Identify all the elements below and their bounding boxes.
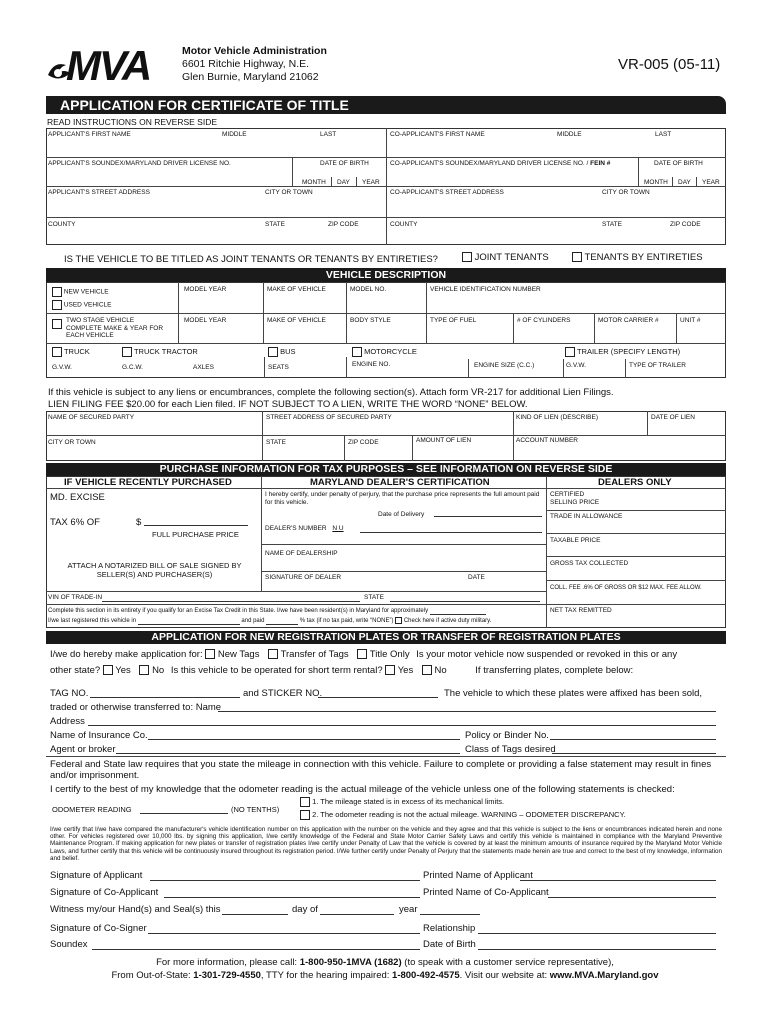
tax-label: TAX 6% OF [50, 517, 100, 528]
motor-carrier-label: MOTOR CARRIER # [598, 317, 659, 324]
co-applicant-street-label: CO-APPLICANT'S STREET ADDRESS [390, 189, 504, 196]
dealer-certify-text: I hereby certify, under penalty of perjury, that the purchase price represents the full amount paid for this vehicle. [265, 491, 540, 506]
applicant-middle-label: MIDDLE [222, 131, 247, 138]
new-vehicle-label: NEW VEHICLE [63, 288, 109, 296]
footer-text-1: For more information, please call: [156, 957, 300, 968]
vin-trade-in-field[interactable] [102, 594, 360, 602]
trailer-option[interactable] [565, 347, 680, 357]
mileage-certify-text: I certify to the best of my knowledge that the odometer reading is the actual mileage of the vehicle unless one of the following statements is checked: [50, 784, 675, 795]
if-transfer-label: If transferring plates, complete below: [475, 665, 634, 676]
applicant-year-label: YEAR [362, 179, 380, 186]
purchase-info-title: PURCHASE INFORMATION FOR TAX PURPOSES – SEE INFORMATION ON REVERSE SIDE [159, 463, 613, 475]
transfer-tags-checkbox[interactable] [268, 649, 278, 659]
registration-line1 [50, 649, 677, 660]
rental-yes-label: Yes [397, 665, 414, 676]
body-style-label: BODY STYLE [350, 317, 391, 324]
applicant-street-field[interactable] [47, 197, 385, 216]
tag-no-field[interactable] [90, 688, 240, 698]
purchase-price-field[interactable] [144, 516, 248, 526]
class-tags-field[interactable] [552, 744, 716, 754]
truck-checkbox[interactable] [52, 347, 62, 357]
motorcycle-label: MOTORCYCLE [364, 347, 417, 356]
agent-field[interactable] [116, 744, 460, 754]
two-stage-label: TWO STAGE VEHICLE COMPLETE MAKE & YEAR FOR EACH VEHICLE [66, 317, 164, 339]
applicant-signature-label: Signature of Applicant [50, 870, 143, 881]
used-vehicle-checkbox[interactable] [52, 300, 62, 310]
transfer-tags-label: Transfer of Tags [280, 649, 349, 660]
co-applicant-county-field[interactable] [388, 229, 724, 244]
dealer-certification-header: MARYLAND DEALER'S CERTIFICATION [310, 477, 490, 488]
co-applicant-street-field[interactable] [388, 197, 724, 216]
class-tags-label: Class of Tags desired [465, 744, 556, 755]
co-applicant-soundex-field[interactable] [388, 168, 636, 185]
motorcycle-checkbox[interactable] [352, 347, 362, 357]
trade-in-state-label: STATE [364, 594, 384, 601]
joint-tenants-option[interactable] [462, 252, 549, 263]
day-of-label: day of [292, 904, 318, 915]
applicant-first-name-label: APPLICANT'S FIRST NAME [48, 131, 131, 138]
tenancy-question: IS THE VEHICLE TO BE TITLED AS JOINT TENANTS OR TENANTS BY ENTIRETIES? [64, 254, 438, 265]
cylinders-label: # OF CYLINDERS [517, 317, 571, 324]
title-bar [46, 96, 726, 114]
taxable-price-label: TAXABLE PRICE [550, 537, 601, 544]
engine-no-label: ENGINE NO. [352, 361, 391, 368]
truck-tractor-option[interactable] [122, 347, 198, 357]
applicant-street-label: APPLICANT'S STREET ADDRESS [48, 189, 150, 196]
dealer-date-label: DATE [468, 574, 485, 581]
mileage-excess-checkbox[interactable] [300, 797, 310, 807]
trade-allowance-label: TRADE IN ALLOWANCE [550, 513, 623, 520]
vehicle-description-title: VEHICLE DESCRIPTION [325, 269, 447, 281]
lien-account-label: ACCOUNT NUMBER [516, 437, 578, 444]
mileage-option-1[interactable] [300, 797, 504, 807]
excise-credit-text2: I/we last registered this vehicle in [48, 618, 137, 625]
seats-label: SEATS [268, 364, 289, 371]
applicant-day-label: DAY [337, 179, 350, 186]
co-soundex-text: CO-APPLICANT'S SOUNDEX/MARYLAND DRIVER LICENSE NO. / [390, 160, 589, 167]
bus-checkbox[interactable] [268, 347, 278, 357]
instructions-note: READ INSTRUCTIONS ON REVERSE SIDE [47, 117, 218, 127]
truck-option[interactable] [52, 347, 90, 357]
co-applicant-printed-field[interactable] [548, 888, 716, 898]
vehicle-description-bar [46, 268, 726, 282]
lien-instructions-1: If this vehicle is subject to any liens or encumbrances, complete the following section(s). Attach form VR-217 for additional Lien Filings. [48, 387, 614, 398]
model-year-2-label: MODEL YEAR [184, 317, 227, 324]
sticker-label: and STICKER NO. [243, 688, 323, 699]
lien-zip-label: ZIP CODE [348, 439, 379, 446]
used-vehicle-option[interactable] [52, 300, 112, 310]
form-number: VR-005 (05-11) [618, 56, 721, 73]
active-duty-label: Check here if active duty military. [403, 618, 492, 625]
secured-party-address-label: STREET ADDRESS OF SECURED PARTY [266, 414, 392, 421]
tenants-entireties-checkbox[interactable] [572, 252, 582, 262]
co-applicant-state-label: STATE [602, 221, 622, 228]
model-no-label: MODEL NO. [350, 286, 387, 293]
model-year-label: MODEL YEAR [184, 286, 227, 293]
policy-label: Policy or Binder No. [465, 730, 549, 741]
md-excise-label: MD. EXCISE [50, 492, 105, 503]
excise-credit-text4: % tax (if no tax paid, write “NONE”) [299, 618, 394, 625]
suspended-no-label: No [152, 665, 165, 676]
rental-no-label: No [434, 665, 447, 676]
gvw-label: G.V.W. [52, 364, 72, 371]
footer-line2 [0, 970, 770, 981]
no-tenths-label: (NO TENTHS) [231, 805, 280, 814]
new-vehicle-checkbox[interactable] [52, 287, 62, 297]
certified-price-label: CERTIFIED SELLING PRICE [550, 491, 600, 506]
dealers-only-header: DEALERS ONLY [598, 477, 672, 488]
date-of-birth-label: Date of Birth [423, 939, 476, 950]
motorcycle-option[interactable] [352, 347, 417, 357]
witness-label: Witness my/our Hand(s) and Seal(s) this [50, 904, 221, 915]
mva-logo [44, 42, 176, 89]
co-applicant-month-label: MONTH [644, 179, 668, 186]
insurance-label: Name of Insurance Co. [50, 730, 148, 741]
last-registered-state-field[interactable] [138, 618, 240, 625]
coll-fee-label: COLL. FEE .6% OF GROSS OR $12 MAX. FEE ALLOW. [550, 585, 702, 591]
apply-label: I/we do hereby make application for: [50, 649, 203, 660]
co-applicant-soundex-label [390, 160, 610, 168]
registration-line2 [50, 665, 633, 676]
fein-label: FEIN # [590, 160, 611, 167]
applicant-dob-field[interactable] [294, 168, 384, 177]
policy-field[interactable] [550, 730, 716, 740]
witness-month-field[interactable] [320, 905, 394, 915]
tty-phone[interactable]: 1-800-492-4575 [392, 970, 460, 981]
co-applicant-middle-label: MIDDLE [557, 131, 582, 138]
title-only-label: Title Only [369, 649, 410, 660]
tenants-entireties-option[interactable] [572, 252, 703, 263]
unit-label: UNIT # [680, 317, 701, 324]
other-state-label: other state? [50, 665, 101, 676]
applicant-dob-label: DATE OF BIRTH [320, 160, 369, 167]
applicant-soundex-field[interactable] [47, 168, 291, 185]
agency-address-1: 6601 Ritchie Highway, N.E. [182, 58, 310, 70]
trailer-type-label: TYPE OF TRAILER [629, 362, 686, 369]
attach-bill-note: ATTACH A NOTARIZED BILL OF SALE SIGNED BY SELLER(S) AND PURCHASER(S) [67, 561, 242, 579]
make-2-label: MAKE OF VEHICLE [267, 317, 326, 324]
active-duty-checkbox[interactable] [395, 617, 402, 624]
registration-title: APPLICATION FOR NEW REGISTRATION PLATES OR TRANSFER OF REGISTRATION PLATES [151, 631, 621, 643]
co-applicant-day-label: DAY [678, 179, 691, 186]
axles-label: AXLES [193, 364, 214, 371]
lien-amount-label: AMOUNT OF LIEN [416, 437, 472, 444]
lien-state-label: STATE [266, 439, 286, 446]
transferee-address-field[interactable] [88, 716, 716, 726]
lien-instructions-2: LIEN FILING FEE $20.00 for each Lien filed. IF NOT SUBJECT TO A LIEN, WRITE THE WORD “NONE” BELOW. [48, 399, 528, 410]
applicant-signature-field[interactable] [150, 871, 420, 881]
year-label: year [399, 904, 418, 915]
insurance-field[interactable] [148, 730, 460, 740]
applicant-zip-label: ZIP CODE [328, 221, 359, 228]
sticker-no-field[interactable] [318, 688, 438, 698]
vin-label: VEHICLE IDENTIFICATION NUMBER [430, 286, 541, 293]
dealer-number-text: DEALER'S NUMBER [265, 525, 327, 532]
footer-text-3: From Out-of-State: [111, 970, 194, 981]
applicant-last-label: LAST [320, 131, 337, 138]
dealer-number-field[interactable] [360, 526, 542, 533]
tax-paid-field[interactable] [266, 618, 298, 625]
two-stage-checkbox[interactable] [52, 319, 62, 329]
certification-fine-print: I/we certify that I/we have compared the manufacturer's vehicle identification number on this application with the number on the vehicle and they agree and that this vehicle is subject to the liens or encumbrances indicated herein and none other. For vehicles registered over 10,000 lbs. by signing this application, I/we certify knowledge of the Federal and State Motor Carrier Safety Laws and certify this vehicle is maintained in compliance with the Maryland Preventive Maintenance Program. If making application for new plates or transfer of registration plates I/we certify under Penalty of Law that the vehicle is covered by at least the minimum amounts of insurance required by the Maryland Motor Vehicle Laws, and further certify that this vehicle will be continuously insured throughout its registration period. I/We further certify under Penalty of Perjury that the statements made herein are true and correct to the best of my knowledge, information and belief. [50, 826, 722, 862]
truck-tractor-checkbox[interactable] [122, 347, 132, 357]
date-of-birth-field[interactable] [478, 940, 716, 950]
footer-text-5: . Visit our website at: [459, 970, 550, 981]
customer-service-phone[interactable]: 1-800-950-1MVA (1682) [299, 957, 402, 968]
co-applicant-city-label: CITY OR TOWN [602, 189, 650, 196]
footer-text-4: , TTY for the hearing impaired: [260, 970, 393, 981]
gross-tax-label: GROSS TAX COLLECTED [550, 560, 629, 567]
lien-kind-label: KIND OF LIEN (DESCRIBE) [516, 414, 598, 421]
witness-year-field[interactable] [420, 905, 480, 915]
residency-years-field[interactable] [430, 608, 486, 615]
tenants-entireties-label: TENANTS BY ENTIRETIES [584, 252, 703, 263]
truck-tractor-label: TRUCK TRACTOR [133, 347, 198, 356]
co-applicant-first-name-label: CO-APPLICANT'S FIRST NAME [390, 131, 485, 138]
bus-option[interactable] [268, 347, 296, 357]
affixed-label: The vehicle to which these plates were affixed has been sold, [444, 688, 703, 699]
applicant-name-field[interactable] [47, 139, 385, 156]
trailer-label: TRAILER (SPECIFY LENGTH) [576, 347, 681, 356]
co-applicant-year-label: YEAR [702, 179, 720, 186]
used-vehicle-label: USED VEHICLE [63, 301, 112, 309]
applicant-printed-field[interactable] [520, 871, 716, 881]
rental-yes-checkbox[interactable] [385, 665, 395, 675]
logo-text: MVA [66, 42, 151, 89]
footer-text-2: (to speak with a customer service representative), [401, 957, 614, 968]
applicant-county-field[interactable] [47, 229, 385, 244]
co-applicant-signature-label: Signature of Co-Applicant [50, 887, 159, 898]
website-link[interactable]: www.MVA.Maryland.gov [549, 970, 659, 981]
relationship-field[interactable] [478, 924, 716, 934]
dollar-sign: $ [136, 517, 142, 528]
co-applicant-printed-label: Printed Name of Co-Applicant [423, 887, 549, 898]
dealership-name-label: NAME OF DEALERSHIP [265, 550, 338, 557]
out-of-state-phone[interactable]: 1-301-729-4550 [193, 970, 261, 981]
mileage-option-2[interactable] [300, 810, 626, 820]
co-applicant-dob-label: DATE OF BIRTH [654, 160, 703, 167]
mileage-not-actual-label: 2. The odometer reading is not the actual mileage. WARNING – ODOMETER DISCREPANCY. [312, 810, 626, 819]
suspended-question: Is your motor vehicle now suspended or revoked in this or any [416, 649, 678, 660]
agency-name: Motor Vehicle Administration [182, 45, 327, 57]
dealer-nu-text: N U [332, 525, 344, 532]
co-applicant-last-label: LAST [655, 131, 672, 138]
delivery-date-field[interactable] [434, 509, 542, 517]
transferee-name-field[interactable] [218, 702, 716, 712]
co-applicant-county-label: COUNTY [390, 221, 418, 228]
lien-city-label: CITY OR TOWN [48, 439, 96, 446]
co-applicant-signature-field[interactable] [164, 888, 420, 898]
secured-party-label: NAME OF SECURED PARTY [48, 414, 135, 421]
excise-credit-line2 [48, 617, 491, 625]
gcw-label: G.C.W. [122, 364, 143, 371]
traded-label: traded or otherwise transferred to: Name [50, 702, 222, 713]
relationship-label: Relationship [423, 923, 476, 934]
rental-no-checkbox[interactable] [422, 665, 432, 675]
bus-label: BUS [280, 347, 296, 356]
dealer-signature-label: SIGNATURE OF DEALER [265, 574, 342, 581]
new-tags-label: New Tags [217, 649, 260, 660]
trailer-checkbox[interactable] [565, 347, 575, 357]
truck-label: TRUCK [63, 347, 90, 356]
address-label: Address [50, 716, 85, 727]
applicant-printed-label: Printed Name of Applicant [423, 870, 533, 881]
form-title: APPLICATION FOR CERTIFICATE OF TITLE [60, 97, 349, 113]
applicant-month-label: MONTH [302, 179, 326, 186]
fuel-label: TYPE OF FUEL [430, 317, 477, 324]
full-price-label: FULL PURCHASE PRICE [152, 530, 239, 539]
agent-label: Agent or broker [50, 744, 116, 755]
applicant-county-label: COUNTY [48, 221, 76, 228]
vin-trade-in-label: VIN OF TRADE-IN [48, 594, 103, 601]
joint-tenants-label: JOINT TENANTS [474, 252, 549, 263]
witness-day-field[interactable] [222, 905, 288, 915]
co-applicant-zip-label: ZIP CODE [670, 221, 701, 228]
trade-in-state-field[interactable] [390, 594, 540, 602]
purchase-info-bar [46, 463, 726, 476]
new-tags-checkbox[interactable] [205, 649, 215, 659]
excise-credit-line1 [48, 608, 486, 615]
co-applicant-name-field[interactable] [388, 139, 724, 156]
rental-question: Is this vehicle to be operated for short term rental? [170, 665, 383, 676]
suspended-no-checkbox[interactable] [139, 665, 149, 675]
title-only-checkbox[interactable] [357, 649, 367, 659]
delivery-date-label: Date of Delivery [378, 511, 425, 518]
footer-line1 [0, 957, 770, 968]
agency-address-2: Glen Burnie, Maryland 21062 [182, 71, 319, 83]
net-tax-label: NET TAX REMITTED [550, 607, 612, 614]
odometer-field[interactable] [140, 804, 228, 814]
mileage-law-text: Federal and State law requires that you state the mileage in connection with this vehicle. Failure to complete or providing a false statement may result in fines and/or imprisonment. [50, 759, 712, 781]
make-label: MAKE OF VEHICLE [267, 286, 326, 293]
engine-size-label: ENGINE SIZE (C.C.) [474, 362, 535, 369]
applicant-city-label: CITY OR TOWN [265, 189, 313, 196]
odometer-label: ODOMETER READING [52, 805, 132, 814]
tag-no-label: TAG NO. [50, 688, 89, 699]
co-signer-label: Signature of Co-Signer [50, 923, 147, 934]
new-vehicle-option[interactable] [52, 287, 109, 297]
gvw-2-label: G.V.W. [566, 362, 586, 369]
soundex-label: Soundex [50, 939, 88, 950]
joint-tenants-checkbox[interactable] [462, 252, 472, 262]
applicant-soundex-label: APPLICANT'S SOUNDEX/MARYLAND DRIVER LICENSE NO. [48, 160, 231, 167]
mileage-not-actual-checkbox[interactable] [300, 810, 310, 820]
excise-credit-text1: Complete this section in its entirety if you qualify for an Excise Tax Credit in this State. I/we have been resident(s) in Maryland for approximately [48, 608, 429, 614]
recently-purchased-header: IF VEHICLE RECENTLY PURCHASED [64, 477, 232, 488]
soundex-field[interactable] [92, 940, 420, 950]
lien-date-label: DATE OF LIEN [651, 414, 695, 421]
suspended-yes-checkbox[interactable] [103, 665, 113, 675]
registration-bar [46, 631, 726, 644]
applicant-state-label: STATE [265, 221, 285, 228]
suspended-yes-label: Yes [115, 665, 131, 676]
excise-credit-text3: and paid [241, 618, 265, 625]
dealer-number-label [265, 525, 344, 533]
mileage-excess-label: 1. The mileage stated is in excess of its mechanical limits. [312, 797, 505, 806]
co-signer-field[interactable] [148, 924, 420, 934]
